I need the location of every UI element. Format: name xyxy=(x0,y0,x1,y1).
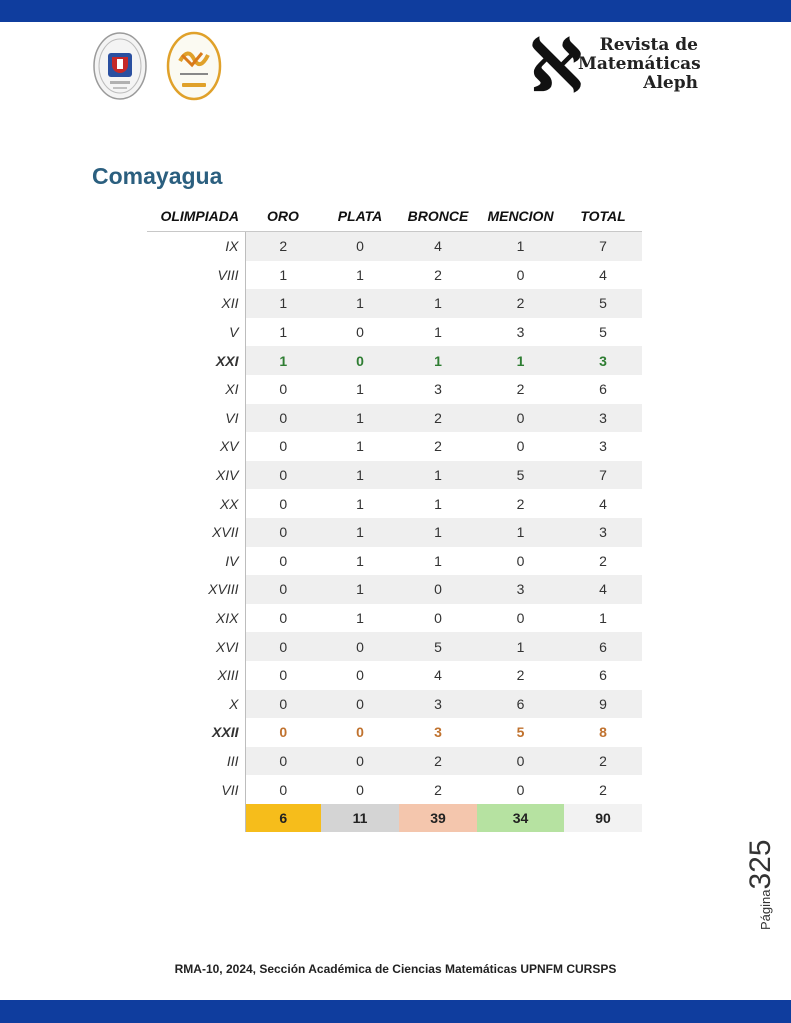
mencion-cell: 3 xyxy=(516,324,525,341)
oro-cell: 0 xyxy=(245,575,321,604)
total-cell: 6 xyxy=(564,632,642,661)
page-number: 325 xyxy=(744,839,777,890)
table-row xyxy=(147,346,642,375)
header-mencion: MENCION xyxy=(477,201,564,232)
total-cell: 2 xyxy=(599,781,607,798)
oro-cell: 1 xyxy=(245,289,321,318)
olimpiada-cell: VIII xyxy=(147,261,245,290)
total-mencion: 34 xyxy=(477,804,564,832)
oro-cell: 0 xyxy=(279,552,288,569)
plata-cell: 1 xyxy=(356,552,364,569)
mencion-cell: 5 xyxy=(477,461,564,490)
math-section-logo xyxy=(166,31,222,101)
journal-title-line-3: Aleph xyxy=(643,73,698,93)
aleph-logo-mark xyxy=(527,28,585,100)
bronce-cell: 1 xyxy=(399,289,477,318)
oro-cell: 0 xyxy=(245,632,321,661)
bronce-cell: 1 xyxy=(434,324,442,341)
header-total: TOTAL xyxy=(564,201,642,232)
oro-cell: 0 xyxy=(245,690,321,719)
plata-cell: 1 xyxy=(356,438,364,455)
plata-cell: 1 xyxy=(356,610,364,627)
total-cell: 4 xyxy=(599,495,607,512)
olimpiada-cell: XVII xyxy=(147,518,245,547)
mencion-cell: 0 xyxy=(516,781,525,798)
mencion-cell: 1 xyxy=(477,518,564,547)
header-olimpiada: OLIMPIADA xyxy=(147,201,245,232)
table-row xyxy=(147,318,642,347)
bottom-band xyxy=(0,1000,791,1023)
oro-cell: 0 xyxy=(245,747,321,776)
section-title: Comayagua xyxy=(92,163,223,189)
oro-cell: 0 xyxy=(279,438,288,455)
total-cell: 7 xyxy=(564,461,642,490)
plata-cell: 1 xyxy=(321,518,399,547)
mencion-cell: 6 xyxy=(477,690,564,719)
table-row xyxy=(147,261,642,290)
bronce-cell: 3 xyxy=(434,381,442,398)
total-cell: 6 xyxy=(599,381,607,398)
total-cell: 9 xyxy=(564,690,642,719)
oro-cell: 0 xyxy=(245,461,321,490)
total-cell: 8 xyxy=(599,724,607,741)
oro-cell: 0 xyxy=(279,781,288,798)
table-row xyxy=(147,232,642,261)
plata-cell: 0 xyxy=(321,346,399,375)
mencion-cell: 1 xyxy=(477,346,564,375)
table-body xyxy=(147,232,642,832)
plata-cell: 1 xyxy=(321,404,399,433)
total-cell: 2 xyxy=(599,552,607,569)
bronce-cell: 2 xyxy=(434,266,442,283)
olimpiada-cell: XIX xyxy=(147,604,245,633)
table-row xyxy=(147,404,642,433)
plata-cell: 0 xyxy=(321,690,399,719)
results-table xyxy=(147,201,642,832)
table-row xyxy=(147,518,642,547)
total-plata: 11 xyxy=(321,804,399,832)
total-cell: 7 xyxy=(564,232,642,261)
bronce-cell: 2 xyxy=(434,781,442,798)
oro-cell: 1 xyxy=(279,324,288,341)
table-row xyxy=(147,375,642,404)
bronce-cell: 5 xyxy=(399,632,477,661)
plata-cell: 0 xyxy=(321,747,399,776)
bronce-cell: 4 xyxy=(399,232,477,261)
plata-cell: 0 xyxy=(356,324,364,341)
olimpiada-cell: IX xyxy=(147,232,245,261)
plata-cell: 0 xyxy=(321,232,399,261)
plata-cell: 1 xyxy=(321,289,399,318)
olimpiada-cell: XXI xyxy=(147,346,245,375)
journal-title xyxy=(578,35,701,93)
olimpiada-cell: XVI xyxy=(147,632,245,661)
olimpiada-cell: XV xyxy=(147,432,245,461)
olimpiada-cell: X xyxy=(147,690,245,719)
bronce-cell: 2 xyxy=(399,404,477,433)
table-row xyxy=(147,632,642,661)
table-header-row xyxy=(147,201,642,232)
table-row xyxy=(147,747,642,776)
bronce-cell: 0 xyxy=(434,610,442,627)
bronce-cell: 1 xyxy=(399,461,477,490)
table-row xyxy=(147,604,642,633)
table-row xyxy=(147,489,642,518)
mencion-cell: 0 xyxy=(516,266,525,283)
olimpiada-cell: XIV xyxy=(147,461,245,490)
table-row xyxy=(147,718,642,747)
plata-cell: 1 xyxy=(321,461,399,490)
mencion-cell: 0 xyxy=(516,552,525,569)
journal-title-line-2: Matemáticas xyxy=(578,54,701,74)
oro-cell: 2 xyxy=(245,232,321,261)
mencion-cell: 0 xyxy=(516,610,525,627)
mencion-cell: 0 xyxy=(477,404,564,433)
bronce-cell: 2 xyxy=(434,438,442,455)
bronce-cell: 1 xyxy=(399,518,477,547)
footer-text: RMA-10, 2024, Sección Académica de Ciencias Matemáticas UPNFM CURSPS xyxy=(174,962,617,976)
totals-label xyxy=(147,804,245,832)
journal-title-line-1: Revista de xyxy=(599,35,698,55)
total-cell: 5 xyxy=(564,289,642,318)
university-seal-logo xyxy=(92,31,148,101)
header-bronce: BRONCE xyxy=(399,201,477,232)
oro-cell: 0 xyxy=(279,667,288,684)
oro-cell: 0 xyxy=(279,495,288,512)
olimpiada-cell: III xyxy=(147,747,245,776)
total-cell: 1 xyxy=(599,610,607,627)
mencion-cell: 2 xyxy=(477,289,564,318)
bronce-cell: 2 xyxy=(399,747,477,776)
total-cell: 2 xyxy=(564,747,642,776)
plata-cell: 0 xyxy=(356,724,364,741)
total-cell: 6 xyxy=(599,667,607,684)
olimpiada-cell: IV xyxy=(147,547,245,576)
mencion-cell: 2 xyxy=(516,381,525,398)
aleph-symbol: ℵ xyxy=(529,28,583,100)
olimpiada-cell: XI xyxy=(147,375,245,404)
plata-cell: 0 xyxy=(356,667,364,684)
total-cell: 3 xyxy=(599,438,607,455)
plata-cell: 1 xyxy=(356,495,364,512)
bronce-cell: 3 xyxy=(434,724,442,741)
mencion-cell: 1 xyxy=(477,232,564,261)
table-row xyxy=(147,661,642,690)
total-cell: 3 xyxy=(564,346,642,375)
mencion-cell: 0 xyxy=(477,747,564,776)
table-row xyxy=(147,775,642,804)
mencion-cell: 2 xyxy=(516,667,525,684)
header-oro: ORO xyxy=(245,201,321,232)
bronce-cell: 3 xyxy=(399,690,477,719)
oro-cell: 0 xyxy=(279,610,288,627)
table-row xyxy=(147,547,642,576)
page-label: Página xyxy=(758,889,773,930)
olimpiada-cell: V xyxy=(147,318,245,347)
mencion-cell: 0 xyxy=(516,438,525,455)
table-row xyxy=(147,690,642,719)
plata-cell: 1 xyxy=(321,575,399,604)
table-row xyxy=(147,289,642,318)
plata-cell: 0 xyxy=(356,781,364,798)
bronce-cell: 1 xyxy=(434,495,442,512)
mencion-cell: 5 xyxy=(516,724,525,741)
totals-row xyxy=(147,804,642,832)
total-total: 90 xyxy=(564,804,642,832)
olimpiada-cell: XX xyxy=(147,489,245,518)
total-cell: 5 xyxy=(599,324,607,341)
page-number-block xyxy=(706,822,786,932)
total-cell: 3 xyxy=(564,404,642,433)
total-bronce: 39 xyxy=(399,804,477,832)
total-cell: 3 xyxy=(564,518,642,547)
olimpiada-cell: XIII xyxy=(147,661,245,690)
oro-cell: 0 xyxy=(245,518,321,547)
mencion-cell: 3 xyxy=(477,575,564,604)
olimpiada-cell: XII xyxy=(147,289,245,318)
table-row xyxy=(147,432,642,461)
table-row xyxy=(147,461,642,490)
oro-cell: 1 xyxy=(245,346,321,375)
oro-cell: 1 xyxy=(279,266,288,283)
header-plata: PLATA xyxy=(321,201,399,232)
plata-cell: 1 xyxy=(356,381,364,398)
bronce-cell: 4 xyxy=(434,667,442,684)
olimpiada-cell: VII xyxy=(147,775,245,804)
oro-cell: 0 xyxy=(245,404,321,433)
bronce-cell: 1 xyxy=(434,552,442,569)
mencion-cell: 1 xyxy=(477,632,564,661)
total-oro: 6 xyxy=(245,804,321,832)
top-band xyxy=(0,0,791,22)
table-row xyxy=(147,575,642,604)
oro-cell: 0 xyxy=(279,724,288,741)
olimpiada-cell: XXII xyxy=(147,718,245,747)
plata-cell: 1 xyxy=(356,266,364,283)
plata-cell: 0 xyxy=(321,632,399,661)
bronce-cell: 0 xyxy=(399,575,477,604)
total-cell: 4 xyxy=(564,575,642,604)
bronce-cell: 1 xyxy=(399,346,477,375)
mencion-cell: 2 xyxy=(516,495,525,512)
total-cell: 4 xyxy=(599,266,607,283)
oro-cell: 0 xyxy=(279,381,288,398)
olimpiada-cell: XVIII xyxy=(147,575,245,604)
olimpiada-cell: VI xyxy=(147,404,245,433)
